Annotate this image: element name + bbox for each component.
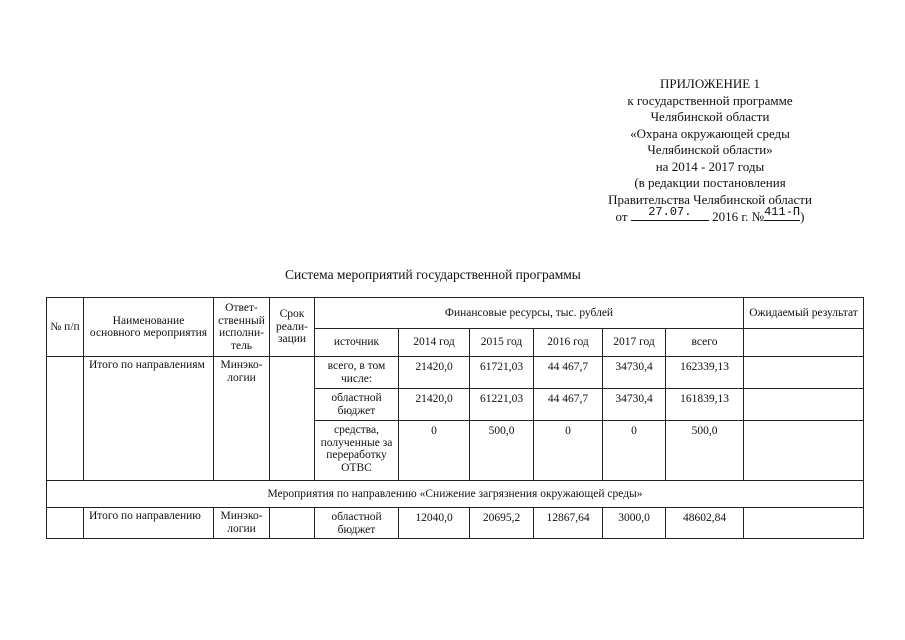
section-title: Мероприятия по направлению «Снижение загрязнения окружающей среды»: [47, 481, 864, 508]
measure-name: Итого по направлениям: [84, 357, 214, 481]
header-2014: 2014 год: [399, 329, 470, 357]
expected-result: [744, 508, 864, 539]
table-header-row-1: [47, 298, 864, 329]
measure-executor: Минэко-логии: [214, 357, 270, 481]
appendix-line-program: к государственной программе: [627, 92, 793, 108]
value-total: 161839,13: [666, 389, 744, 421]
value-2017: 0: [603, 421, 666, 481]
measure-term: [270, 508, 315, 539]
value-2014: 21420,0: [399, 389, 470, 421]
header-finance: Финансовые ресурсы, тыс. рублей: [315, 298, 744, 329]
table-row: [47, 357, 864, 389]
source-cell: средства, полученные за переработку ОТВС: [315, 421, 399, 481]
expected-result: [744, 389, 864, 421]
header-2015: 2015 год: [470, 329, 534, 357]
value-2015: 20695,2: [470, 508, 534, 539]
resolution-number-value: 411-П: [764, 205, 801, 219]
value-2014: 12040,0: [399, 508, 470, 539]
header-2016: 2016 год: [534, 329, 603, 357]
resolution-date-line: [585, 205, 835, 226]
program-measures-table: [46, 297, 864, 539]
value-2015: 61221,03: [470, 389, 534, 421]
measure-executor: Минэко-логии: [214, 508, 270, 539]
header-num: № п/п: [47, 298, 84, 357]
appendix-line-program-name: «Охрана окружающей среды: [630, 125, 790, 141]
table-title: Система мероприятий государственной программы: [285, 267, 581, 282]
appendix-line-government: Правительства Челябинской области: [608, 191, 812, 207]
appendix-title: ПРИЛОЖЕНИЕ 1: [660, 76, 760, 91]
value-2017: 3000,0: [603, 508, 666, 539]
value-2015: 500,0: [470, 421, 534, 481]
value-2016: 0: [534, 421, 603, 481]
date-day-value: 27.07.: [648, 205, 692, 219]
source-cell: всего, в том числе:: [315, 357, 399, 389]
date-day-blank: [631, 205, 709, 221]
appendix-header: [585, 76, 835, 226]
value-2015: 61721,03: [470, 357, 534, 389]
source-cell: областной бюджет: [315, 389, 399, 421]
measure-name: Итого по направлению: [84, 508, 214, 539]
value-2014: 21420,0: [399, 357, 470, 389]
value-total: 500,0: [666, 421, 744, 481]
date-year: 2016 г. №: [712, 209, 765, 224]
value-2016: 44 467,7: [534, 357, 603, 389]
expected-result: [744, 357, 864, 389]
value-total: 162339,13: [666, 357, 744, 389]
appendix-line-years: на 2014 - 2017 годы: [655, 158, 765, 174]
date-suffix: ): [800, 209, 805, 224]
value-total: 48602,84: [666, 508, 744, 539]
table-row: [47, 508, 864, 539]
value-2016: 44 467,7: [534, 389, 603, 421]
source-cell: областной бюджет: [315, 508, 399, 539]
header-result: Ожидаемый результат: [744, 298, 864, 329]
row-num-cell: [47, 508, 84, 539]
measure-term: [270, 357, 315, 481]
header-name: Наименование основного мероприятия: [84, 298, 214, 357]
section-row: [47, 481, 864, 508]
value-2017: 34730,4: [603, 357, 666, 389]
value-2014: 0: [399, 421, 470, 481]
date-prefix: от: [615, 209, 628, 224]
header-term: Срок реали-зации: [270, 298, 315, 357]
appendix-line-program-name-cont: Челябинской области»: [647, 142, 773, 157]
row-num-cell: [47, 357, 84, 481]
appendix-line-region: Челябинской области: [650, 109, 770, 124]
header-executor: Ответ-ственный исполни-тель: [214, 298, 270, 357]
expected-result: [744, 421, 864, 481]
appendix-line-resolution: (в редакции постановления: [634, 175, 786, 190]
header-result-empty: [744, 329, 864, 357]
value-2017: 34730,4: [603, 389, 666, 421]
value-2016: 12867,64: [534, 508, 603, 539]
header-source: источник: [315, 329, 399, 357]
header-total: всего: [666, 329, 744, 357]
header-2017: 2017 год: [603, 329, 666, 357]
resolution-number-blank: [764, 205, 801, 221]
